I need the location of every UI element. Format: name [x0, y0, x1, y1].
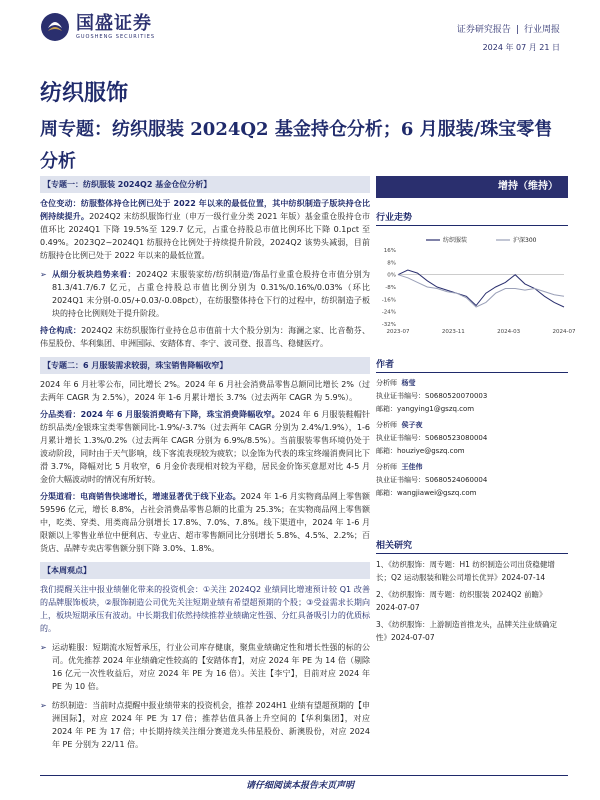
analyst-cert: 执业证书编号：S0680523080004 — [376, 434, 488, 442]
y-tick-label: -24% — [381, 309, 396, 316]
legend-label: 沪深300 — [513, 237, 537, 244]
related-item[interactable]: 3、《纺织服饰：上游制造首推龙头，品牌关注业绩确定性》2024-07-07 — [376, 620, 558, 642]
topic1-holdings: 持仓构成：2024Q2 末纺织服饰行业持仓总市值前十大个股分别为：海澜之家、比音勒芬、伟星股份、华利集团、申洲国际、安踏体育、李宁、波司登、报喜鸟、稳健医疗。 — [40, 326, 370, 348]
topic1-heading: 【专题一：纺织服装 2024Q2 基金仓位分析】 — [40, 176, 370, 193]
analyst-cert: 执业证书编号：S0680524060004 — [376, 476, 488, 484]
sector-title: 纺织服饰 — [40, 80, 129, 106]
rating-badge: 增持（维持） — [376, 176, 568, 198]
trend-chart — [376, 232, 576, 340]
analyst-name: 王佳伟 — [401, 463, 423, 471]
related-heading: 相关研究 — [376, 538, 568, 554]
footer-disclaimer: 请仔细阅读本报告末页声明 — [245, 781, 354, 791]
related-item[interactable]: 1、《纺织服饰：周专题：H1 纺织制造公司出货稳健增长；Q2 运动服装和鞋公司增长优异》2024-07-14 — [376, 560, 555, 582]
view-sportswear: ➢ 运动鞋服：短期流水短暂承压，行业公司库存健康，聚焦业绩确定性和增长性强的标的公司。优先推荐 2024 年业绩确定性较高的【安踏体育】，对应 2024 年 PE 为 14 倍（剔除 16 亿元一次性收益后，对应 2024 年 PE 为 16 倍）。关注【李宁】，目前对应 2024 年 PE 为 10 倍。 — [40, 641, 370, 693]
y-tick-label: 8% — [387, 260, 396, 267]
analyst-entry — [376, 377, 568, 416]
report-date: 2024 年 07 月 21 日 — [482, 43, 560, 52]
report-title: 周专题：纺织服装 2024Q2 基金持仓分析；6 月服装/珠宝零售分析 — [40, 119, 553, 172]
page-header — [0, 0, 600, 60]
brand-name-en: GUOSHENG SECURITIES — [76, 33, 156, 40]
authors-section — [376, 357, 568, 503]
view-heading: 【本周观点】 — [40, 562, 370, 579]
analyst-role: 分析师 — [376, 379, 397, 387]
analyst-role: 分析师 — [376, 463, 397, 471]
topic1-position-change: 仓位变动：纺服整体持仓比例已处于 2022 年以来的最低位置，其中纺织制造子版块持仓比例持续提升。2024Q2 末纺织服饰行业（申万一级行业分类 2021 年版）基金重仓股持仓市值环比 2024Q1 下降 19.5%至 129.7 亿元，占重仓持股总市值比例环比下降 0.1pct 至 0.49%。2023Q2~2024Q1 纺服持仓比例处于持续提升阶段，2024Q2 该势头减弱，目前纺服持仓比例已处于 2022 年以来的最低位置。 — [40, 199, 371, 260]
analyst-entry — [376, 419, 568, 458]
topic2-by-channel: 分渠道看：电商销售快速增长，增速显著优于线下业态。2024 年 1-6 月实物商品网上零售额 59596 亿元，增长 8.8%，占社会消费品零售总额的比重为 25.3%；在实物商品网上零售额中，吃类、穿类、用类商品分别增长 17.8%、7.0%、7.8%。线下渠道中，2024 年 1-6 月限额以上零售业单位中便利店、专业店、超市零售额同比分别增长 5.8%、4.5%、2.2%；百货店、品牌专卖店零售额分别下降 3.0%、1.8%。 — [40, 492, 370, 553]
brand-name: 国盛证券 — [76, 12, 152, 34]
trend-heading: 行业走势 — [376, 210, 568, 226]
sidebar — [376, 176, 576, 340]
x-tick-label: 2024-03 — [497, 329, 521, 335]
related-item[interactable]: 2、《纺织服饰：周专题：纺织服装 2024Q2 前瞻》2024-07-07 — [376, 590, 547, 612]
y-tick-label: -8% — [385, 285, 396, 291]
analyst-email[interactable]: 邮箱：houziye@gszq.com — [376, 447, 465, 455]
y-tick-label: 0% — [387, 272, 396, 279]
analyst-name: 侯子夜 — [401, 421, 423, 429]
authors-heading: 作者 — [376, 357, 568, 373]
x-tick-label: 2024-07 — [552, 329, 576, 335]
view-intro: 我们提醒关注中报业绩催化带来的投资机会：①关注 2024Q2 业绩同比增速预计较 Q1 改善的品牌服饰板块，②服饰制造公司优先关注短期业绩有希望超预期的个股；③受益需求长期向上，板块短期承压有波动。中长期我们依然持续推荐业绩确定性强、分红具备吸引力的优质标的。 — [40, 585, 370, 633]
report-tag-research: 证券研究报告 — [456, 25, 511, 35]
analyst-email[interactable]: 邮箱：wangjiawei@gszq.com — [376, 489, 477, 497]
x-tick-label: 2023-11 — [441, 329, 465, 335]
series-line-csi300 — [398, 275, 564, 307]
series-line-textile — [398, 270, 564, 307]
analyst-email[interactable]: 邮箱：yangying1@gszq.com — [376, 405, 475, 413]
topic2-retail-summary: 2024 年 6 月社零公布，同比增长 2%。2024 年 6 月社会消费品零售总额同比增长 2%（过去两年 CAGR 为 2.5%），2024 年 1-6 月累计增长 3.7%（过去两年 CAGR 为 5.9%）。 — [40, 380, 370, 402]
topic2-heading: 【专题二：6 月服装需求较弱，珠宝销售降幅收窄】 — [40, 357, 370, 374]
y-tick-label: -32% — [381, 322, 396, 328]
analyst-entry — [376, 461, 568, 500]
report-type-tags: 证券研究报告 | 行业周报 — [456, 25, 560, 35]
footer-divider — [40, 775, 568, 776]
y-tick-label: -16% — [381, 297, 396, 304]
main-content — [40, 176, 370, 751]
guosheng-logo-icon — [40, 12, 70, 42]
view-textile-manufacturing: ➢ 纺织制造：当前时点提醒中报业绩带来的投资机会，推荐 2024H1 业绩有望超预期的【申洲国际】，对应 2024 年 PE 为 17 倍；推荐估值具备上升空间的【华利集团】，对应 2024 年 PE 为 17 倍；中长期持续关注细分赛道龙头伟星股份、新澳股份，对应 2024 年 PE 分别为 22/11 倍。 — [40, 699, 370, 751]
analyst-cert: 执业证书编号：S0680520070003 — [376, 392, 488, 400]
brand-logo — [40, 12, 155, 42]
analyst-role: 分析师 — [376, 421, 397, 429]
topic1-subsector-trend: ➢ 从细分板块趋势来看：2024Q2 末服装家纺/纺织制造/饰品行业重仓股持仓市值分别为 81.3/41.7/6.7 亿元，占重仓持股总市值比例分别为 0.31%/0.16%/0.03%（环比 2024Q1 末分别-0.05/+0.03/-0.08pct），在纺服整体持仓下行的过程中，纺织制造子板块的持仓比例则处于提升阶段。 — [40, 268, 370, 320]
related-research-section — [376, 538, 568, 644]
topic2-by-category: 分品类看：2024 年 6 月服装消费略有下降，珠宝消费降幅收窄。2024 年 6 月服装鞋帽针纺织品类/金银珠宝类零售额同比-1.9%/-3.7%（过去两年 CAGR 分别为 2.4%/1.9%），1-6 月累计增长 1.3%/0.2%（过去两年 CAGR 分别为 6.9%/8.5%）。当前服装零售环境仍处于波动阶段，同时由于天气影响，线下客流表现较为疲软；以金饰为代表的珠宝终端消费同比下滑 3.7%，降幅对比 5 月收窄，6 月金价表现相对较为平稳，居民金价饰买意愿对比 4-5 月金价大幅波动时的情况有所好转。 — [40, 410, 371, 484]
analyst-name: 杨莹 — [401, 379, 416, 387]
x-tick-label: 2023-07 — [386, 329, 410, 335]
y-tick-label: 16% — [383, 248, 396, 254]
report-tag-weekly: 行业周报 — [523, 25, 560, 35]
trend-chart-svg — [376, 232, 576, 340]
legend-label: 纺织服装 — [443, 237, 468, 244]
